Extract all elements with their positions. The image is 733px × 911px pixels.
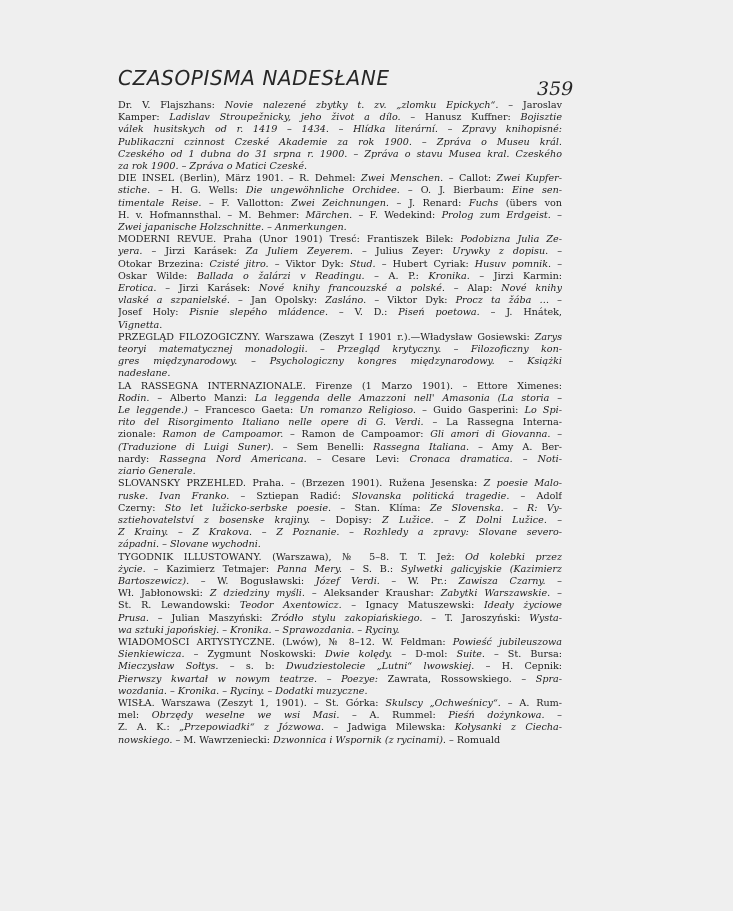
text-run: – T. Jaroszyński: [422,612,530,624]
italic-title-run: Podobizna Julia Ze- [460,234,562,246]
text-run: – [347,148,365,160]
text-run: – Ramon de Campoamor: [283,429,431,441]
text-run: – Amy A. Ber- [469,441,562,453]
text-line [118,454,562,466]
italic-title-run: Cronaca dramatica. [409,453,513,465]
text-run: – Jirzi Karásek: [142,246,246,258]
text-line [118,552,562,564]
text-run: – [549,295,562,307]
italic-title-run: Zawisza Czarny. [458,575,546,587]
text-run: – s. b: [218,661,286,673]
italic-title-run: Zwei Kupfer- [496,173,562,185]
italic-title-run: Eine sen- [512,185,562,197]
italic-title-run: Die ungewöhnliche Orchidee. [245,185,400,197]
text-run: nardy: [118,453,160,465]
text-run: – [178,161,190,173]
text-line [118,613,562,625]
italic-title-run: Zpráva o Matici Czeské. [189,161,308,173]
italic-title-run: Ladislav Stroupežnicky, jeho život a dílo. [169,112,401,124]
text-run: – Sztiepan Radić: [229,490,353,502]
italic-title-run: życie. [118,563,146,575]
text-line [118,405,562,417]
text-line [118,112,562,124]
italic-title-run: Czisté jitro. [209,258,269,270]
text-run: – Viktor Dyk: [268,258,350,270]
text-line [118,149,562,161]
italic-title-run: Spra- [535,673,562,685]
text-line [118,100,562,112]
text-run: – Hubert Cyriak: [375,258,475,270]
text-run: – [550,588,562,600]
italic-title-run: Pieśń dożynkowa. [448,710,545,722]
italic-title-run: Husuv pomnik. [474,258,552,270]
text-run: – [317,673,342,685]
text-run: – [219,685,231,697]
italic-title-run: Zarys [534,331,562,343]
text-run: – Francesco Gaeta: [187,405,300,417]
running-header-title: CZASOPISMA NADESŁANE [118,66,390,90]
text-run: – [252,527,277,539]
italic-title-run: Ryciny. [230,685,265,697]
text-line [118,161,562,173]
text-run: TYGODNIK ILLUSTOWANY. (Warszawa), № 5–8. T. T. Jeż: [118,551,466,563]
italic-title-run: Nové knihy francouzské a polské. [258,283,445,295]
text-run: – [503,502,528,514]
italic-title-run: Sienkiewicza. [118,649,185,661]
italic-title-run: Dwie kolędy. [324,649,393,661]
italic-title-run: Hlídka literární. [353,124,438,136]
text-run: – [168,527,193,539]
italic-title-run: Kronika. [230,624,272,636]
italic-title-run: Pierwszy kwartał w nowym teatrze. [118,673,318,685]
text-run: – Adolf [509,490,562,502]
text-line [118,344,562,356]
text-run: Otokar Brzezina: [118,258,210,270]
text-line [118,429,562,441]
text-run: – A. P.: [364,270,429,282]
italic-title-run: stiche. [118,185,151,197]
italic-title-run: Lo Spi- [524,405,562,417]
italic-title-run: Procz ta žába … [455,295,550,307]
text-run: – Jirzi Karásek: [156,283,259,295]
text-line [118,198,562,210]
text-line [118,283,562,295]
text-run: – F. Vallotton: [201,197,292,209]
italic-title-run: Prolog zum Erdgeist. [441,209,551,221]
text-line [118,442,562,454]
text-run: H. v. Hofmannsthal. – M. Behmer: [118,209,306,221]
italic-title-run: válek husitskych od r. 1419 – 1434. [118,124,329,136]
italic-title-run: Zpráva o Museu král. [436,136,562,148]
italic-title-run: „Przepowiadki“ z Józwowa. [179,722,325,734]
italic-title-run: Dwudziestolecie „Lutni“ lwowskiej. [285,661,475,673]
italic-title-run: Zabytki Warszawskie. [440,588,551,600]
italic-title-run: Bojisztie [520,112,562,124]
text-run: – [441,344,471,356]
italic-title-run: Sylwetki galicyjskie (Kazimierz [401,563,562,575]
text-run: – Aleksander Kraushar: [304,588,441,600]
text-run: – [271,624,283,636]
text-run: – Stan. Klíma: [331,502,430,514]
text-run: – La Rassegna Interna- [423,417,562,429]
italic-title-run: Ramon de Campoamor. [162,429,284,441]
italic-title-run: Nové knihy [501,283,562,295]
italic-title-run: Przegląd krytyczny. [337,344,442,356]
text-run: – F. Wedekind: [352,209,442,221]
italic-title-run: Źródło stylu zakopiańskiego. [271,612,423,624]
text-run: – J. Renard: [388,197,469,209]
italic-title-run: Piseń poetowa. [398,307,480,319]
italic-title-run: Erotica. [118,283,157,295]
italic-title-run: Dzwonnica i Wspornik (z rycinami). [273,734,446,746]
italic-title-run: Obrzędy weselne we wsi Masi. [151,710,340,722]
text-line [118,564,562,576]
italic-title-run: Anmerkungen. [275,222,347,234]
text-run: – Jaroslav [498,100,562,111]
italic-title-run: Ballada o žalárzi v Readingu. [196,270,365,282]
italic-title-run: Z Poznanie. [276,527,340,539]
text-run: – Julius Zeyer: [352,246,453,258]
italic-title-run: Rassegna Italiana. [373,441,470,453]
text-run: Dr. V. Flajszhans: [118,100,225,111]
text-line [118,368,562,380]
italic-title-run: Ryciny. [365,624,400,636]
italic-title-run: Slovanska politická tragedie. [352,490,510,502]
text-run: zionale: [118,429,163,441]
text-run: – Callot: [443,173,497,185]
text-run: St. R. Lewandowski: [118,600,240,612]
italic-title-run: sztiehovatelství z bosenske krajiny. [118,514,311,526]
text-run: – Sem Benelli: [273,441,374,453]
text-line [118,588,562,600]
italic-title-run: Rassegna Nord Americana. [159,453,307,465]
italic-title-run: Psychologiczny kongres międzynarodowy. [269,356,495,368]
italic-title-run: Sto let lužicko-serbske poesie. [164,502,332,514]
text-run: Wł. Jabłonowski: [118,588,210,600]
text-line [118,246,562,258]
italic-title-run: Pisnie slepého mládence. [189,307,328,319]
text-run: – Alap: [444,283,502,295]
text-run: – [550,209,562,221]
italic-title-run: rito del Risorgimento Italiano nelle opere di G. Verdi. [118,417,424,429]
page-number: 359 [537,78,574,100]
text-line [118,698,562,710]
italic-title-run: yera. [118,246,143,258]
text-line [118,649,562,661]
italic-title-run: Slovane wychodni. [169,539,261,551]
italic-title-run: wa sztuki japońskiej. [118,624,220,636]
italic-title-run: Zasláno. [325,295,367,307]
text-run: – [264,222,276,234]
text-run: – Guido Gasperini: [415,405,525,417]
text-run: WISŁA. Warszawa (Zeszyt 1, 1901). – St. Górka: [118,697,386,709]
text-line [118,722,562,734]
italic-title-run: Z Dolni Lužice. [459,514,547,526]
italic-title-run: za rok 1900. [118,161,179,173]
italic-title-run: (Traduzione di Luigi Suner). [118,441,274,453]
italic-title-run: timentale Reise. [118,197,202,209]
text-line [118,576,562,588]
italic-title-run: Od kolebki przez [465,551,562,563]
text-run: – Hanusz Kuffner: [400,112,521,124]
text-run: WIADOMOŚCI ARTYSTYCZNE. (Lwów), № 8–12. W. Feldman: [118,636,453,648]
text-line [118,210,562,222]
text-run: DIE INSEL (Berlin), März 1901. – R. Dehmel: [118,173,362,185]
italic-title-run: nowskiego. [118,734,173,746]
text-run: – A. Rummel: [339,710,449,722]
text-run: Oskar Wilde: [118,270,197,282]
text-line [118,381,562,393]
text-line [118,320,562,332]
text-line [118,222,562,234]
text-line [118,674,562,686]
text-line [118,466,562,478]
text-line [118,478,562,490]
text-line [118,271,562,283]
italic-title-run: Zwei japanische Holzschnitte. [118,222,265,234]
italic-title-run: Powieść jubileuszowa [452,636,562,648]
text-run: Czerny: [118,502,165,514]
text-run: – V. D.: [328,307,399,319]
text-run: – M. Wawrzeniecki: [172,734,274,746]
italic-title-run: Rozhledy a zpravy: Slovane severo- [363,527,562,539]
italic-title-run: Z Krainy. [118,527,169,539]
italic-title-run: Z dziedziny myśli. [209,588,305,600]
text-run: – [264,685,276,697]
italic-title-run: Za Juliem Zeyerem. [245,246,353,258]
italic-title-run: Gli amori di Giovanna. [430,429,551,441]
text-run: – [551,258,562,270]
italic-title-run: Le leggende.) [118,405,188,417]
text-run: – [411,136,437,148]
italic-title-run: Z Krakova. [192,527,253,539]
italic-title-run: Zwei Zeichnungen. [291,197,389,209]
text-run: – [544,710,562,722]
text-run: – [328,124,354,136]
text-run: – [354,624,366,636]
text-run: – Jirzi Karmin: [469,270,562,282]
italic-title-run: Vignetta. [118,319,163,331]
text-line [118,661,562,673]
text-run: – [159,539,170,551]
text-line [118,710,562,722]
text-run: – Jadwiga Milewska: [324,722,455,734]
text-line [118,686,562,698]
text-run: Kamper: [118,112,170,124]
italic-title-run: vlaské a szpanielské. [118,295,230,307]
text-run: – Viktor Dyk: [366,295,456,307]
text-run: – [339,527,364,539]
italic-title-run: Märchen. [305,209,353,221]
text-line [118,307,562,319]
text-run: – D-mol: [392,649,457,661]
text-line [118,515,562,527]
text-run: – [219,624,231,636]
text-line [118,539,562,551]
italic-title-run: ziario Generale. [118,466,196,478]
text-run: – Cesare Levi: [306,453,410,465]
text-run: – [437,124,463,136]
text-run: – [548,246,562,258]
text-run: – Zygmunt Noskowski: [184,649,325,661]
italic-title-run: Sprawozdania. [282,624,355,636]
italic-title-run: ruske. Ivan Franko. [118,490,230,502]
italic-title-run: Un romanzo Religioso. [299,405,416,417]
text-run: – A. Rum- [500,697,562,709]
text-line [118,173,562,185]
text-line [118,527,562,539]
italic-title-run: Zpráva o stavu Musea kral. Czeského [364,148,562,160]
text-line [118,137,562,149]
italic-title-run: teoryi matematycznej monadologii. [118,344,308,356]
text-run: mel: [118,710,152,722]
text-run: – [550,429,562,441]
italic-title-run: Novie nalezené zbytky t. zv. „zlomku Epickych“. [224,100,499,111]
text-run: LA RASSEGNA INTERNAZIONALE. Firenze (1 Marzo 1901). – Ettore Ximenes: [118,380,562,392]
text-line [118,625,562,637]
italic-title-run: Publikaczni czinnost Czeské Akademie za rok 1900. [118,136,412,148]
body-text [118,100,562,747]
italic-title-run: Suite. [456,649,485,661]
text-line [118,393,562,405]
text-run: Z. A. K.: [118,722,180,734]
text-run: – [166,685,178,697]
italic-title-run: Skulscy „Ochweśnicy“. [385,697,501,709]
text-run: – H. G. Wells: [150,185,246,197]
text-line [118,124,562,136]
text-line [118,503,562,515]
italic-title-run: gres międzynarodowy. [118,356,238,368]
text-run: – [512,453,538,465]
text-run: – [307,344,338,356]
text-line [118,637,562,649]
text-run: – [546,514,562,526]
italic-title-run: Czeského od 1 dubna do 31 srpna r. 1900. [118,148,348,160]
italic-title-run: Dodatki muzyczne. [275,685,368,697]
italic-title-run: Z Lužice. [382,514,434,526]
text-run: – Jan Opolsky: [229,295,326,307]
text-run: – S. B.: [342,563,402,575]
text-run: – H. Cepnik: [474,661,562,673]
italic-title-run: wozdania. [118,685,167,697]
text-line [118,735,562,747]
italic-title-run: Noti- [537,453,562,465]
italic-title-run: Z poesie Malo- [483,478,562,490]
italic-title-run: Prusa. [118,612,149,624]
italic-title-run: Mieczysław Sołtys. [118,661,219,673]
italic-title-run: Poezye: [341,673,378,685]
text-run: – Alberto Manzi: [149,392,255,404]
text-line [118,295,562,307]
italic-title-run: Rodin. [118,392,150,404]
italic-title-run: nadesłane. [118,368,171,380]
text-run: – Kazimierz Tetmajer: [145,563,278,575]
text-run: – W. Pr.: [379,575,459,587]
text-run: PRZEGLĄD FILOZOGICZNY. Warszawa (Zeszyt I 1901 r.).—Władysław Gosiewski: [118,331,535,343]
text-run: SLOVANSKY PRZEHLED. Praha. – (Brzezen 1901). Ružena Jesenska: [118,478,484,490]
italic-title-run: Wysta- [529,612,562,624]
text-run: – Romuald [445,734,501,746]
text-run: – Ignacy Matuszewski: [341,600,484,612]
italic-title-run: Ideały życiowe [483,600,562,612]
text-run: MODERNI REVUE. Praha (Unor 1901) Tresć: Frantiszek Bilek: [118,234,461,246]
italic-title-run: Józef Verdi. [315,575,380,587]
italic-title-run: Kołysanki z Ciecha- [454,722,562,734]
text-line [118,417,562,429]
italic-title-run: Teodor Axentowicz. [239,600,342,612]
text-run: – [237,356,270,368]
text-run: – [545,575,562,587]
italic-title-run: Stud. [349,258,376,270]
text-line [118,332,562,344]
text-line [118,185,562,197]
text-line [118,234,562,246]
italic-title-run: R: Vy- [527,502,562,514]
italic-title-run: Kronika. [428,270,470,282]
text-run: – W. Bogusławski: [189,575,316,587]
italic-title-run: Książki [527,356,562,368]
text-line [118,491,562,503]
italic-title-run: Ze Slovenska. [429,502,504,514]
italic-title-run: Zpravy knihopisné: [462,124,562,136]
text-run: Josef Holy: [118,307,190,319]
italic-title-run: Zwei Menschen. [361,173,444,185]
italic-title-run: Bartoszewicz). [118,575,190,587]
italic-title-run: La leggenda delle Amazzoni nell' Amasonia (La storia – [254,392,562,404]
italic-title-run: Panna Mery. [277,563,343,575]
italic-title-run: Urywky z dopisu. [452,246,549,258]
text-run: – [494,356,528,368]
italic-title-run: západni. [118,539,160,551]
text-line [118,600,562,612]
text-run: – Julian Maszyński: [148,612,272,624]
text-run: (übers von [498,197,562,209]
text-run: – [433,514,460,526]
text-run: – Dopisy: [310,514,382,526]
text-run: – J. Hnátek, [479,307,562,319]
text-run: – O. J. Bierbaum: [399,185,513,197]
italic-title-run: Filozoficzny kon- [470,344,562,356]
text-line [118,356,562,368]
text-run: Zawrata, Rossowskiego. – [377,673,536,685]
text-line [118,259,562,271]
text-run: – St. Bursa: [484,649,562,661]
italic-title-run: Fuchs [468,197,499,209]
italic-title-run: Kronika. [177,685,220,697]
